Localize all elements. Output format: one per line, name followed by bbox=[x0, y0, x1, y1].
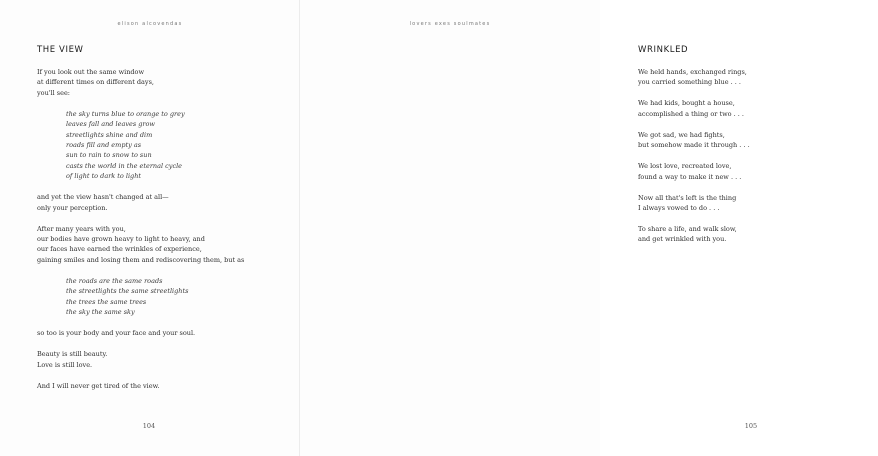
poem-line: After many years with you, bbox=[37, 224, 126, 233]
stanza bbox=[37, 67, 287, 98]
left-page bbox=[0, 0, 300, 456]
stanza bbox=[66, 109, 287, 182]
poem-line: sun to rain to snow to sun bbox=[66, 151, 152, 160]
poem-line: the sky turns blue to orange to grey bbox=[66, 109, 185, 118]
poem-line: leaves fall and leaves grow bbox=[66, 120, 155, 129]
poem-line: the trees the same trees bbox=[66, 297, 147, 306]
poem-line: so too is your body and your face and your soul. bbox=[37, 329, 196, 338]
page-number-right: 105 bbox=[744, 422, 758, 430]
poem-line: gaining smiles and losing them and rediscovering them, but as bbox=[37, 255, 245, 264]
page-number-left: 104 bbox=[142, 422, 156, 430]
poem-line: our bodies have grown heavy to light to heavy, and bbox=[37, 235, 205, 244]
poem-line: We lost love, recreated love, bbox=[638, 162, 732, 171]
stanza bbox=[638, 161, 878, 182]
poem-line: at different times on different days, bbox=[37, 78, 154, 87]
poem-line: only your perception. bbox=[37, 203, 108, 212]
poem-line: of light to dark to light bbox=[66, 172, 142, 181]
stanza bbox=[638, 98, 878, 119]
poem-line: but somehow made it through . . . bbox=[638, 141, 750, 150]
poem-title-wrinkled: WRINKLED bbox=[638, 45, 689, 55]
poem-line: the streetlights the same streetlights bbox=[66, 287, 189, 296]
poem-line: found a way to make it new . . . bbox=[638, 172, 742, 181]
poem-line: and yet the view hasn't changed at all— bbox=[37, 193, 169, 202]
stanza bbox=[37, 328, 287, 338]
poem-line: you carried something blue . . . bbox=[638, 78, 741, 87]
right-page bbox=[300, 0, 758, 456]
stanza bbox=[638, 193, 878, 214]
poem-line: I always vowed to do . . . bbox=[638, 204, 720, 213]
poem-line: the sky the same sky bbox=[66, 308, 135, 317]
stanza bbox=[638, 224, 878, 245]
poem-line: Love is still love. bbox=[37, 360, 93, 369]
running-head-author: elison alcovendas bbox=[117, 21, 183, 27]
poem-line: casts the world in the eternal cycle bbox=[66, 161, 183, 170]
poem-title-the-view: THE VIEW bbox=[37, 45, 84, 55]
poem-line: our faces have earned the wrinkles of experience, bbox=[37, 245, 202, 254]
poem-line: and get wrinkled with you. bbox=[638, 235, 727, 244]
stanza bbox=[37, 381, 287, 391]
stanza bbox=[37, 192, 287, 213]
poem-line: If you look out the same window bbox=[37, 68, 145, 76]
running-head-book-title: lovers exes soulmates bbox=[409, 21, 491, 27]
poem-line: We held hands, exchanged rings, bbox=[638, 68, 747, 76]
poem-line: you'll see: bbox=[37, 88, 71, 97]
poem-line: streetlights shine and dim bbox=[66, 130, 153, 139]
poem-line: roads fill and empty as bbox=[66, 141, 142, 150]
stanza bbox=[66, 276, 287, 318]
poem-line: accomplished a thing or two . . . bbox=[638, 109, 744, 118]
stanza bbox=[37, 349, 287, 370]
stanza bbox=[37, 224, 287, 266]
poem-line: We had kids, bought a house, bbox=[638, 99, 735, 108]
poem-line: Now all that's left is the thing bbox=[638, 193, 737, 202]
poem-line: And I will never get tired of the view. bbox=[37, 381, 160, 390]
poem-body-the-view bbox=[37, 67, 287, 402]
poem-line: To share a life, and walk slow, bbox=[638, 225, 737, 234]
stanza bbox=[638, 67, 878, 88]
poem-line: We got sad, we had fights, bbox=[638, 130, 725, 139]
stanza bbox=[638, 130, 878, 151]
poem-line: Beauty is still beauty. bbox=[37, 350, 108, 359]
poem-line: the roads are the same roads bbox=[66, 276, 163, 285]
poem-body-wrinkled bbox=[638, 67, 878, 255]
